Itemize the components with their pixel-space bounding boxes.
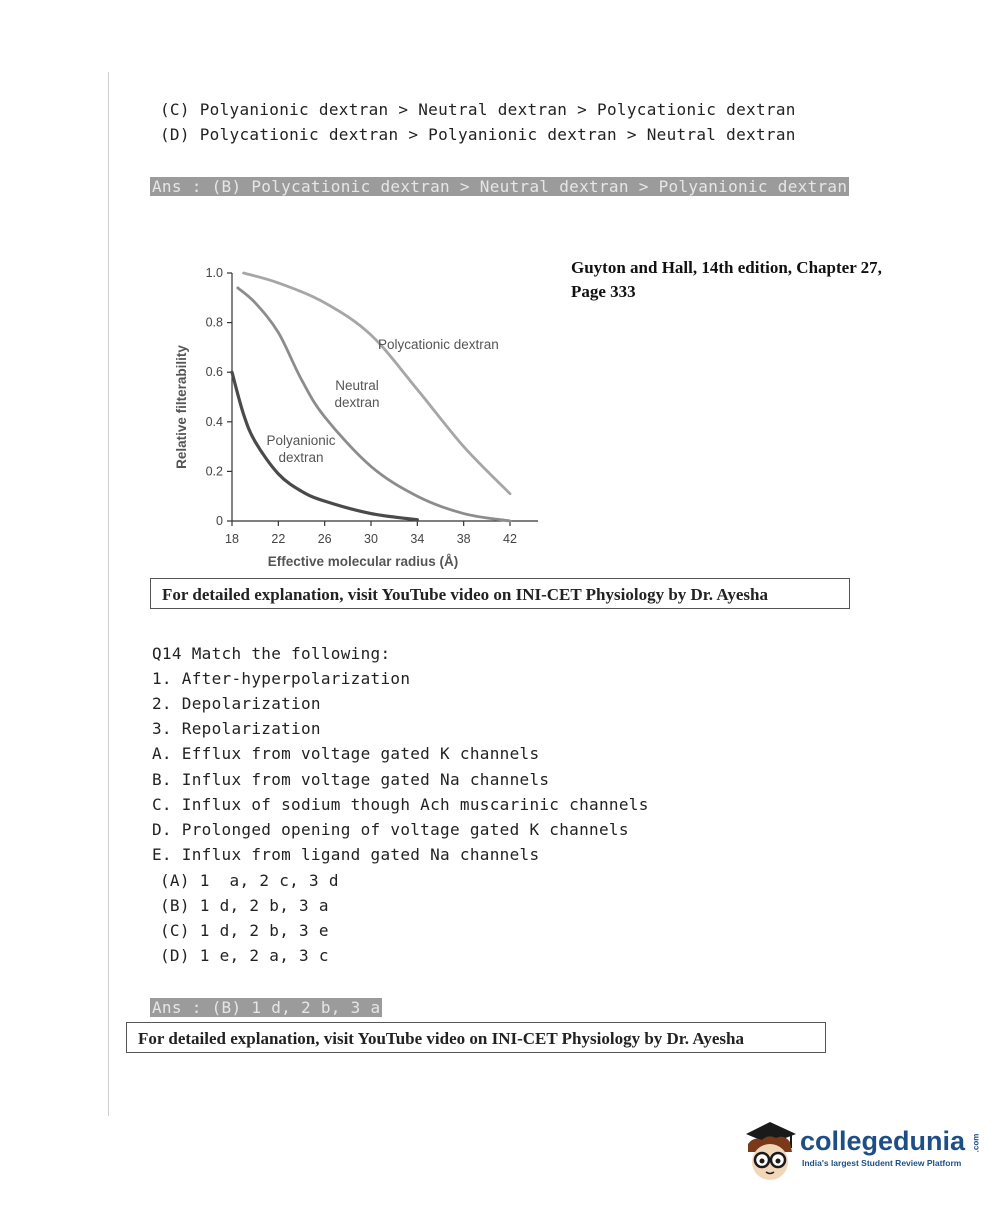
x-tick-label: 22 [271, 532, 286, 546]
q14-item: C. Influx of sodium though Ach muscarinic channels [152, 795, 649, 814]
q13-answer [150, 175, 849, 199]
graduate-mascot-icon [740, 1118, 800, 1188]
q14-item: B. Influx from voltage gated Na channels [152, 770, 550, 789]
y-axis-label: Relative filterability [174, 345, 189, 469]
q14-item: 2. Depolarization [152, 694, 321, 713]
series-label-polyanionic-dextran: Polyanionic [266, 433, 336, 448]
explanation-note-1: For detailed explanation, visit YouTube video on INI-CET Physiology by Dr. Ayesha [150, 578, 850, 609]
reference-citation [571, 256, 882, 304]
q14-item: A. Efflux from voltage gated K channels [152, 744, 540, 763]
q14-option-d: (D) 1 e, 2 a, 3 c [160, 946, 329, 965]
q14-item: 3. Repolarization [152, 719, 321, 738]
q14-option-a: (A) 1 a, 2 c, 3 d [160, 871, 339, 890]
x-tick-label: 26 [317, 532, 332, 546]
q13-option-d: (D) Polycationic dextran > Polyanionic dextran > Neutral dextran [160, 125, 796, 144]
brand-tagline: India's largest Student Review Platform [802, 1158, 962, 1168]
y-tick-label: 0.4 [205, 414, 223, 429]
y-tick-label: 0.6 [205, 365, 223, 380]
series-label-neutral-dextran: Neutral [335, 378, 379, 393]
q14-item: 1. After-hyperpolarization [152, 669, 411, 688]
reference-line-1: Guyton and Hall, 14th edition, Chapter 27, [571, 258, 882, 277]
q13-option-c: (C) Polyanionic dextran > Neutral dextran > Polycationic dextran [160, 100, 796, 119]
x-tick-label: 42 [503, 532, 517, 546]
series-label-polycationic-dextran: Polycationic dextran [378, 337, 499, 352]
q14-item: E. Influx from ligand gated Na channels [152, 845, 540, 864]
margin-rule [108, 72, 109, 1116]
reference-line-2: Page 333 [571, 282, 636, 301]
explanation-note-2: For detailed explanation, visit YouTube video on INI-CET Physiology by Dr. Ayesha [126, 1022, 826, 1053]
brand-suffix: .com [971, 1133, 981, 1153]
series-label-neutral-dextran: dextran [334, 395, 380, 410]
q14-option-b: (B) 1 d, 2 b, 3 a [160, 896, 329, 915]
brand-name: collegedunia [800, 1126, 966, 1156]
q14-answer-text: Ans : (B) 1 d, 2 b, 3 a [152, 998, 381, 1017]
series-label-polyanionic-dextran: dextran [278, 450, 324, 465]
x-tick-label: 38 [456, 532, 471, 546]
y-tick-label: 0.2 [205, 464, 223, 479]
y-tick-label: 0.8 [205, 315, 223, 330]
collegedunia-logo[interactable] [740, 1118, 980, 1188]
q14-answer [150, 996, 382, 1020]
x-tick-label: 34 [410, 532, 425, 546]
q14-option-c: (C) 1 d, 2 b, 3 e [160, 921, 329, 940]
x-axis-label: Effective molecular radius (Å) [267, 554, 459, 569]
y-tick-label: 0 [216, 514, 223, 528]
q14-prompt: Q14 Match the following: [152, 644, 391, 663]
q13-answer-text: Ans : (B) Polycationic dextran > Neutral dextran > Polyanionic dextran [152, 177, 848, 196]
brand-wordmark [800, 1126, 986, 1158]
y-tick-label: 1.0 [205, 266, 223, 280]
x-tick-label: 30 [364, 532, 378, 546]
x-tick-label: 18 [225, 532, 239, 546]
filterability-chart [170, 255, 550, 575]
q14-item: D. Prolonged opening of voltage gated K channels [152, 820, 629, 839]
